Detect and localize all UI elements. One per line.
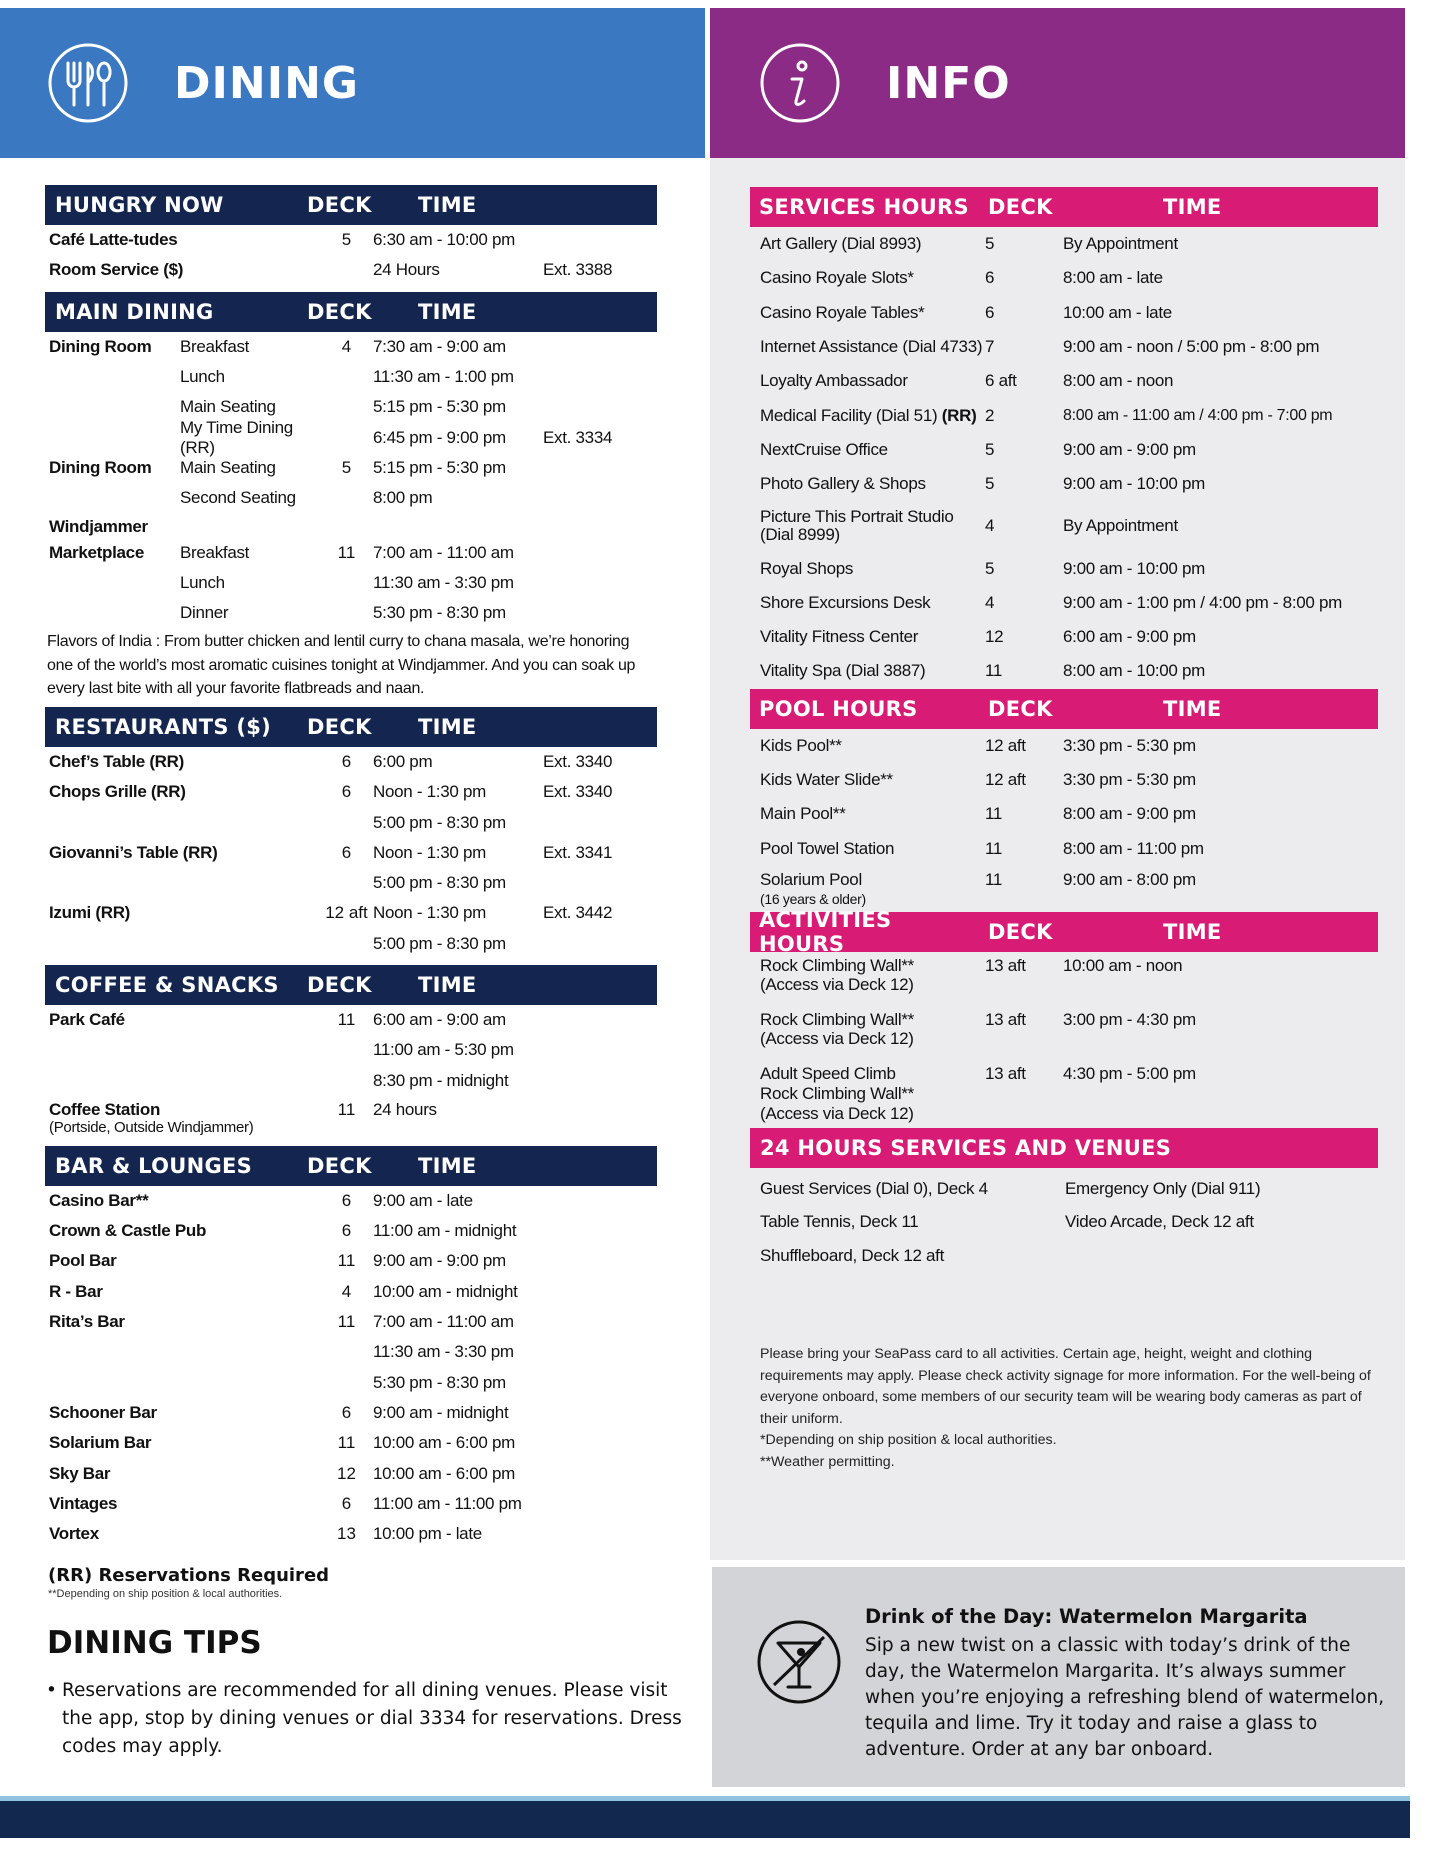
deck-heading: DECK — [307, 299, 372, 324]
section-title: HUNGRY NOW — [55, 193, 224, 217]
table-row: Solarium Pool (16 years & older) 11 9:00 am - 8:00 pm — [760, 869, 1196, 907]
fine-print: Please bring your SeaPass card to all activities. Certain age, height, weight and clothing requirements may apply. Please check activity signage for more information. For the well-being of everyone onboard, some members of our security team will be wearing body cameras as part of their uniform. *Depending on ship position & local authorities. **Weather permitting. — [760, 1346, 1371, 1470]
info-column — [750, 187, 1378, 1272]
table-row: Guest Services (Dial 0), Deck 4 Emergency Only (Dial 911) — [760, 1178, 1261, 1198]
deck-heading: DECK — [988, 696, 1053, 721]
table-row: Photo Gallery & Shops 5 9:00 am - 10:00 pm — [760, 474, 1206, 494]
time-heading: TIME — [418, 714, 477, 739]
dining-banner — [0, 8, 705, 158]
table-row: Medical Facility (Dial 51) (RR) 2 8:00 am - 11:00 am / 4:00 pm - 7:00 pm — [760, 405, 1333, 425]
table-row: Schooner Bar 6 9:00 am - midnight — [49, 1402, 509, 1422]
table-row: Dining Room Breakfast 4 7:30 am - 9:00 am — [49, 336, 506, 356]
table-row: Rock Climbing Wall** (Access via Deck 12) 13 aft 10:00 am - noon — [760, 955, 1183, 994]
time-heading: TIME — [1163, 919, 1222, 944]
drink-of-the-day — [712, 1567, 1405, 1787]
table-row: Pool Towel Station 11 8:00 am - 11:00 pm — [760, 838, 1204, 858]
restaurants-header — [45, 707, 657, 747]
table-row: Rita’s Bar 11 7:00 am - 11:00 am — [49, 1312, 514, 1332]
table-row: Solarium Bar 11 10:00 am - 6:00 pm — [49, 1433, 516, 1453]
info-banner — [710, 8, 1405, 158]
table-row: Shuffleboard, Deck 12 aft — [760, 1245, 945, 1265]
dining-tips-text: • Reservations are recommended for all dining venues. Please visit the app, stop by dining venues or dial 3334 for reservations. Dress codes may apply. — [46, 1677, 686, 1761]
info-icon — [758, 41, 842, 125]
table-row: Room Service ($) 24 Hours Ext. 3388 — [49, 260, 613, 280]
table-row: 5:00 pm - 8:30 pm — [373, 933, 506, 953]
bar-lounges-header — [45, 1146, 657, 1186]
table-row: 11:30 am - 3:30 pm — [373, 1342, 514, 1362]
table-row: Shore Excursions Desk 4 9:00 am - 1:00 pm / 4:00 pm - 8:00 pm — [760, 592, 1342, 612]
table-row: Casino Royale Tables* 6 10:00 am - late — [760, 302, 1172, 322]
main-dining-header — [45, 292, 657, 332]
table-row: Kids Pool** 12 aft 3:30 pm - 5:30 pm — [760, 735, 1196, 755]
table-row: My Time Dining (RR) 6:45 pm - 9:00 pm Ext. 3334 — [180, 417, 613, 457]
table-row: Picture This Portrait Studio (Dial 8999) 4 By Appointment — [760, 507, 1178, 545]
time-heading: TIME — [1163, 696, 1222, 721]
table-row: Second Seating 8:00 pm — [180, 488, 433, 508]
section-title: POOL HOURS — [759, 696, 918, 721]
section-title: RESTAURANTS ($) — [55, 714, 272, 739]
table-row: Marketplace Breakfast 11 7:00 am - 11:00 am — [49, 542, 514, 562]
venues-24h-header — [750, 1128, 1378, 1168]
table-row: 5:30 pm - 8:30 pm — [373, 1372, 506, 1392]
flavors-note: Flavors of India : From butter chicken and lentil curry to chana masala, we’re honoring one of the world’s most aromatic cuisines tonight at Windjammer. And you can soak up every last bite with all your favorite flatbreads and naan. — [47, 633, 636, 698]
drink-description: Sip a new twist on a classic with today’s drink of the day, the Watermelon Margarita. It’s always summer when you’re enjoying a refreshing blend of watermelon, tequila and lime. Try it today and raise a glass to adventure. Order at any bar onboard. — [865, 1635, 1385, 1760]
table-row: Lunch 11:30 am - 3:30 pm — [180, 572, 514, 592]
reservations-legend: (RR) Reservations Required **Depending on ship position & local authorities. — [48, 1565, 330, 1600]
table-row: Royal Shops 5 9:00 am - 10:00 pm — [760, 558, 1206, 578]
dining-title: DINING — [174, 57, 360, 109]
time-heading: TIME — [418, 193, 477, 217]
table-row: 5:00 pm - 8:30 pm — [373, 812, 506, 832]
no-cocktail-icon — [756, 1619, 842, 1705]
coffee-snacks-header — [45, 965, 657, 1005]
table-row: Main Pool** 11 8:00 am - 9:00 pm — [760, 804, 1196, 824]
table-row: Chef’s Table (RR) 6 6:00 pm Ext. 3340 — [49, 751, 613, 771]
utensils-icon — [46, 41, 130, 125]
section-title: BAR & LOUNGES — [55, 1153, 253, 1178]
pool-hours-header — [750, 689, 1378, 729]
table-row: Giovanni’s Table (RR) 6 Noon - 1:30 pm Ext. 3341 — [49, 842, 613, 862]
deck-heading: DECK — [307, 714, 372, 739]
info-title: INFO — [886, 57, 1011, 109]
deck-heading: DECK — [988, 195, 1053, 219]
bullet: • — [46, 1680, 57, 1701]
table-row: Table Tennis, Deck 11 Video Arcade, Deck 12 aft — [760, 1212, 1254, 1231]
table-row: Dining Room Main Seating 5 5:15 pm - 5:30 pm — [49, 457, 506, 477]
table-row: 5:00 pm - 8:30 pm — [373, 873, 506, 893]
table-row: Izumi (RR) 12 aft Noon - 1:30 pm Ext. 3442 — [49, 903, 613, 923]
services-hours-header — [750, 187, 1378, 227]
table-row: NextCruise Office 5 9:00 am - 9:00 pm — [760, 439, 1196, 459]
dining-tips-title: DINING TIPS — [47, 1625, 262, 1661]
deck-heading: DECK — [988, 919, 1053, 944]
table-row: Park Café 11 6:00 am - 9:00 am — [49, 1009, 506, 1029]
table-row: Art Gallery (Dial 8993) 5 By Appointment — [760, 234, 1178, 254]
deck-heading: DECK — [307, 193, 372, 217]
deck-heading: DECK — [307, 1153, 372, 1178]
table-row: Rock Climbing Wall** (Access via Deck 12) 13 aft 3:00 pm - 4:30 pm — [760, 1009, 1196, 1048]
table-row: Café Latte-tudes 5 6:30 am - 10:00 pm — [49, 230, 516, 250]
footer-bar — [0, 1796, 1410, 1838]
table-row: Vortex 13 10:00 pm - late — [49, 1524, 482, 1544]
table-row: Vintages 6 11:00 am - 11:00 pm — [49, 1493, 522, 1513]
table-row: Chops Grille (RR) 6 Noon - 1:30 pm Ext. 3340 — [49, 782, 613, 802]
table-row: Loyalty Ambassador 6 aft 8:00 am - noon — [760, 371, 1174, 391]
table-row: Main Seating 5:15 pm - 5:30 pm — [180, 397, 506, 417]
deck-heading: DECK — [307, 972, 372, 997]
table-row: R - Bar 4 10:00 am - midnight — [49, 1281, 518, 1301]
table-row: Dinner 5:30 pm - 8:30 pm — [180, 603, 506, 623]
section-title: SERVICES HOURS — [759, 195, 969, 219]
table-row: Vitality Spa (Dial 3887) 11 8:00 am - 10:00 pm — [760, 661, 1206, 681]
time-heading: TIME — [1163, 195, 1222, 219]
table-row: Pool Bar 11 9:00 am - 9:00 pm — [49, 1251, 506, 1271]
section-title: 24 HOURS SERVICES AND VENUES — [760, 1135, 1172, 1160]
section-title: MAIN DINING — [55, 299, 214, 324]
table-row: Internet Assistance (Dial 4733) 7 9:00 am - noon / 5:00 pm - 8:00 pm — [760, 337, 1320, 357]
section-title: COFFEE & SNACKS — [55, 972, 279, 997]
table-row: Casino Royale Slots* 6 8:00 am - late — [760, 268, 1163, 288]
table-row: 11:00 am - 5:30 pm — [373, 1040, 514, 1060]
drink-title: Drink of the Day: Watermelon Margarita — [865, 1605, 1308, 1628]
time-heading: TIME — [418, 299, 477, 324]
time-heading: TIME — [418, 972, 477, 997]
table-row: Sky Bar 12 10:00 am - 6:00 pm — [49, 1463, 516, 1483]
table-row: Adult Speed Climb Rock Climbing Wall** (Access via Deck 12) 13 aft 4:30 pm - 5:00 pm — [760, 1063, 1196, 1123]
table-row: Coffee Station (Portside, Outside Windjammer) 11 24 hours — [49, 1099, 437, 1136]
table-row: 8:30 pm - midnight — [373, 1070, 509, 1090]
section-title: ACTIVITIES HOURS — [759, 907, 892, 956]
dining-column — [45, 185, 657, 1549]
table-row: Vitality Fitness Center 12 6:00 am - 9:00 pm — [760, 627, 1196, 647]
table-row: Kids Water Slide** 12 aft 3:30 pm - 5:30 pm — [760, 770, 1196, 789]
table-row: Windjammer — [49, 517, 148, 537]
time-heading: TIME — [418, 1153, 477, 1178]
table-row: Casino Bar** 6 9:00 am - late — [49, 1190, 473, 1210]
table-row: Crown & Castle Pub 6 11:00 am - midnight — [49, 1221, 517, 1241]
table-row: Lunch 11:30 am - 1:00 pm — [180, 367, 514, 387]
hungry-now-header — [45, 185, 657, 225]
activities-hours-header — [750, 907, 1378, 956]
